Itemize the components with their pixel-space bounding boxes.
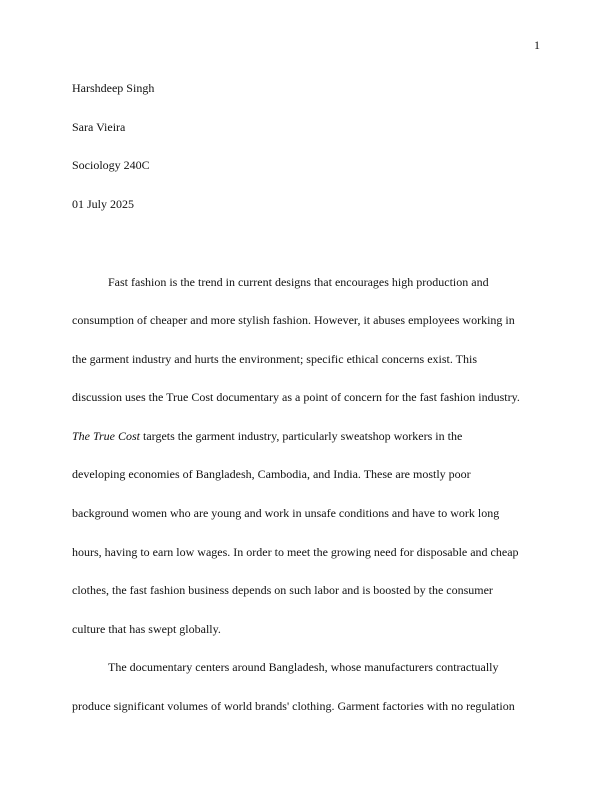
paragraph-1-line-9: clothes, the fast fashion business depends on such labor and is boosted by the consumer — [72, 583, 493, 597]
paragraph-1-line-4: discussion uses the True Cost documentary as a point of concern for the fast fashion industry. — [72, 390, 520, 404]
paragraph-1-line-2: consumption of cheaper and more stylish fashion. However, it abuses employees working in — [72, 313, 515, 327]
paragraph-1-line-3: the garment industry and hurts the environment; specific ethical concerns exist. This — [72, 352, 477, 366]
paragraph-2-line-2: produce significant volumes of world brands' clothing. Garment factories with no regulation — [72, 699, 515, 713]
student-name: Harshdeep Singh — [72, 81, 155, 95]
paragraph-1-line-6: developing economies of Bangladesh, Cambodia, and India. These are mostly poor — [72, 467, 471, 481]
date: 01 July 2025 — [72, 197, 135, 211]
paragraph-1-line-1: Fast fashion is the trend in current designs that encourages high production and — [108, 275, 489, 289]
course-name: Sociology 240C — [72, 158, 150, 172]
page-number: 1 — [534, 38, 540, 52]
paragraph-1-line-5 — [72, 429, 462, 443]
paragraph-1-line-7: background women who are young and work in unsafe conditions and have to work long — [72, 506, 500, 520]
paragraph-1-line-5-text: targets the garment industry, particularly sweatshop workers in the — [140, 429, 463, 443]
paragraph-2-line-1: The documentary centers around Bangladesh, whose manufacturers contractually — [108, 660, 499, 674]
instructor-name: Sara Vieira — [72, 120, 126, 134]
paragraph-1-line-8: hours, having to earn low wages. In order to meet the growing need for disposable and cheap — [72, 545, 519, 559]
documentary-title: The True Cost — [72, 429, 141, 443]
paragraph-1-line-10: culture that has swept globally. — [72, 622, 221, 636]
